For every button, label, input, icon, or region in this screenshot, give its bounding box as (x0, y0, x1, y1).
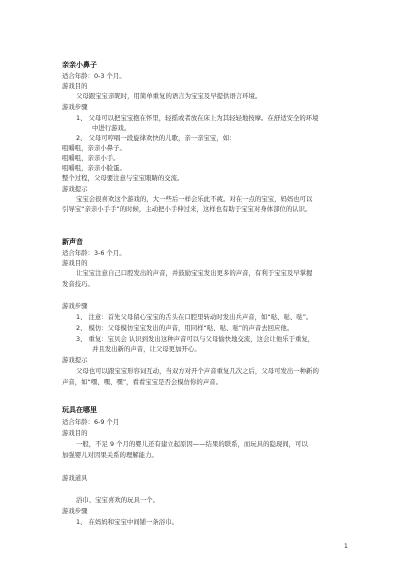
step-item: 1、 注意：首先父母留心宝宝的舌头在口腔里转动时发出兵声音，如“哒、哒、哒”。 (76, 313, 313, 321)
section-title: 玩具在哪里 (62, 406, 97, 414)
section-title: 新声音 (62, 238, 83, 246)
steps-heading: 游戏步骤 (62, 507, 88, 515)
page-number: 1 (343, 542, 348, 550)
rhyme-line: 咀嚼咀，亲亲小鼻子。 (62, 144, 126, 152)
step-item: 2、 模仿：父母模仿宝宝发出的声音，用同样“哒、哒、哒”的声音去回应他。 (76, 324, 294, 332)
goal-text: 发音技巧。 (62, 280, 94, 288)
goal-heading: 游戏目的 (62, 429, 88, 437)
goal-heading: 游戏目的 (62, 259, 88, 267)
tools-text: 浴巾、宝宝喜欢的玩具一个。 (76, 496, 160, 504)
goal-text: 一般，不足 9 个月的婴儿还有建立起原因——结果的联系，而玩具的隐现间，可以 (76, 440, 308, 448)
age-line: 适合年龄：6-9 个月 (62, 418, 120, 426)
goal-text: 父母跟宝宝亲昵时，用简单重复的语言为宝宝及早提供语言环境。 (76, 92, 262, 100)
step-item: 2、 父母可哼唱一段旋律欢快的儿歌，亲一亲宝宝，如： (76, 134, 236, 142)
age-line: 适合年龄：3-6 个月。 (62, 249, 126, 257)
step-item-continued: 中进行游戏。 (92, 124, 131, 132)
goal-text: 加强婴儿对因果关系的理解能力。 (62, 451, 158, 459)
rhyme-line: 咀嚼咀，亲亲小手。 (62, 154, 120, 162)
rhyme-line: 咀嚼咀，亲亲小脸蛋。 (62, 164, 126, 172)
step-item: 3、 重复：宝贝会 认识到发出这种声音可以与父母愉快地交流，这会让他乐于重复， (76, 335, 315, 343)
tips-text: 宝宝会很喜欢这个游戏的，大一些后一样会乐此不疲。对在一点的宝宝，妈妈也可以 (76, 195, 313, 203)
age-line: 适合年龄：0-3 个月。 (62, 72, 126, 80)
section-title: 亲亲小鼻子 (62, 61, 97, 69)
tips-text: 声音，如“嘿、嘿、嘿”，看看宝宝是否会模仿你的声音。 (62, 378, 222, 386)
steps-heading: 游戏步骤 (62, 302, 88, 310)
tips-heading: 游戏提示 (62, 185, 88, 193)
step-item-continued: 并且发出新的声音，让父母更加开心。 (92, 345, 201, 353)
step-item: 1、 在妈妈和宝宝中间铺一条浴巾。 (76, 518, 178, 526)
tools-heading: 游戏道具 (62, 474, 88, 482)
goal-text: 让宝宝注意自己口腔发出的声音，并鼓励宝宝发出更多的声音，有利于宝宝及早掌握 (76, 269, 313, 277)
step-item: 1、 父母可以把宝宝抱在怀里，轻摇或者放在床上为其轻轻地按摩。在舒适安全的环境 (76, 114, 319, 122)
tips-text: 引导宝“亲亲小手手”的时候，主动把小手伸过来，这样也有助于宝宝对身体部位的认识。 (62, 205, 312, 213)
tips-text: 父母也可以跟宝宝形容词互动，当双方对开个声音重复几次之后，父母可发出一种新的 (76, 367, 319, 375)
rhyme-line: 整个过程，父母要注意与宝宝眼睛的交流。 (62, 174, 184, 182)
tips-heading: 游戏提示 (62, 356, 88, 364)
goal-heading: 游戏目的 (62, 82, 88, 90)
steps-heading: 游戏步骤 (62, 103, 88, 111)
